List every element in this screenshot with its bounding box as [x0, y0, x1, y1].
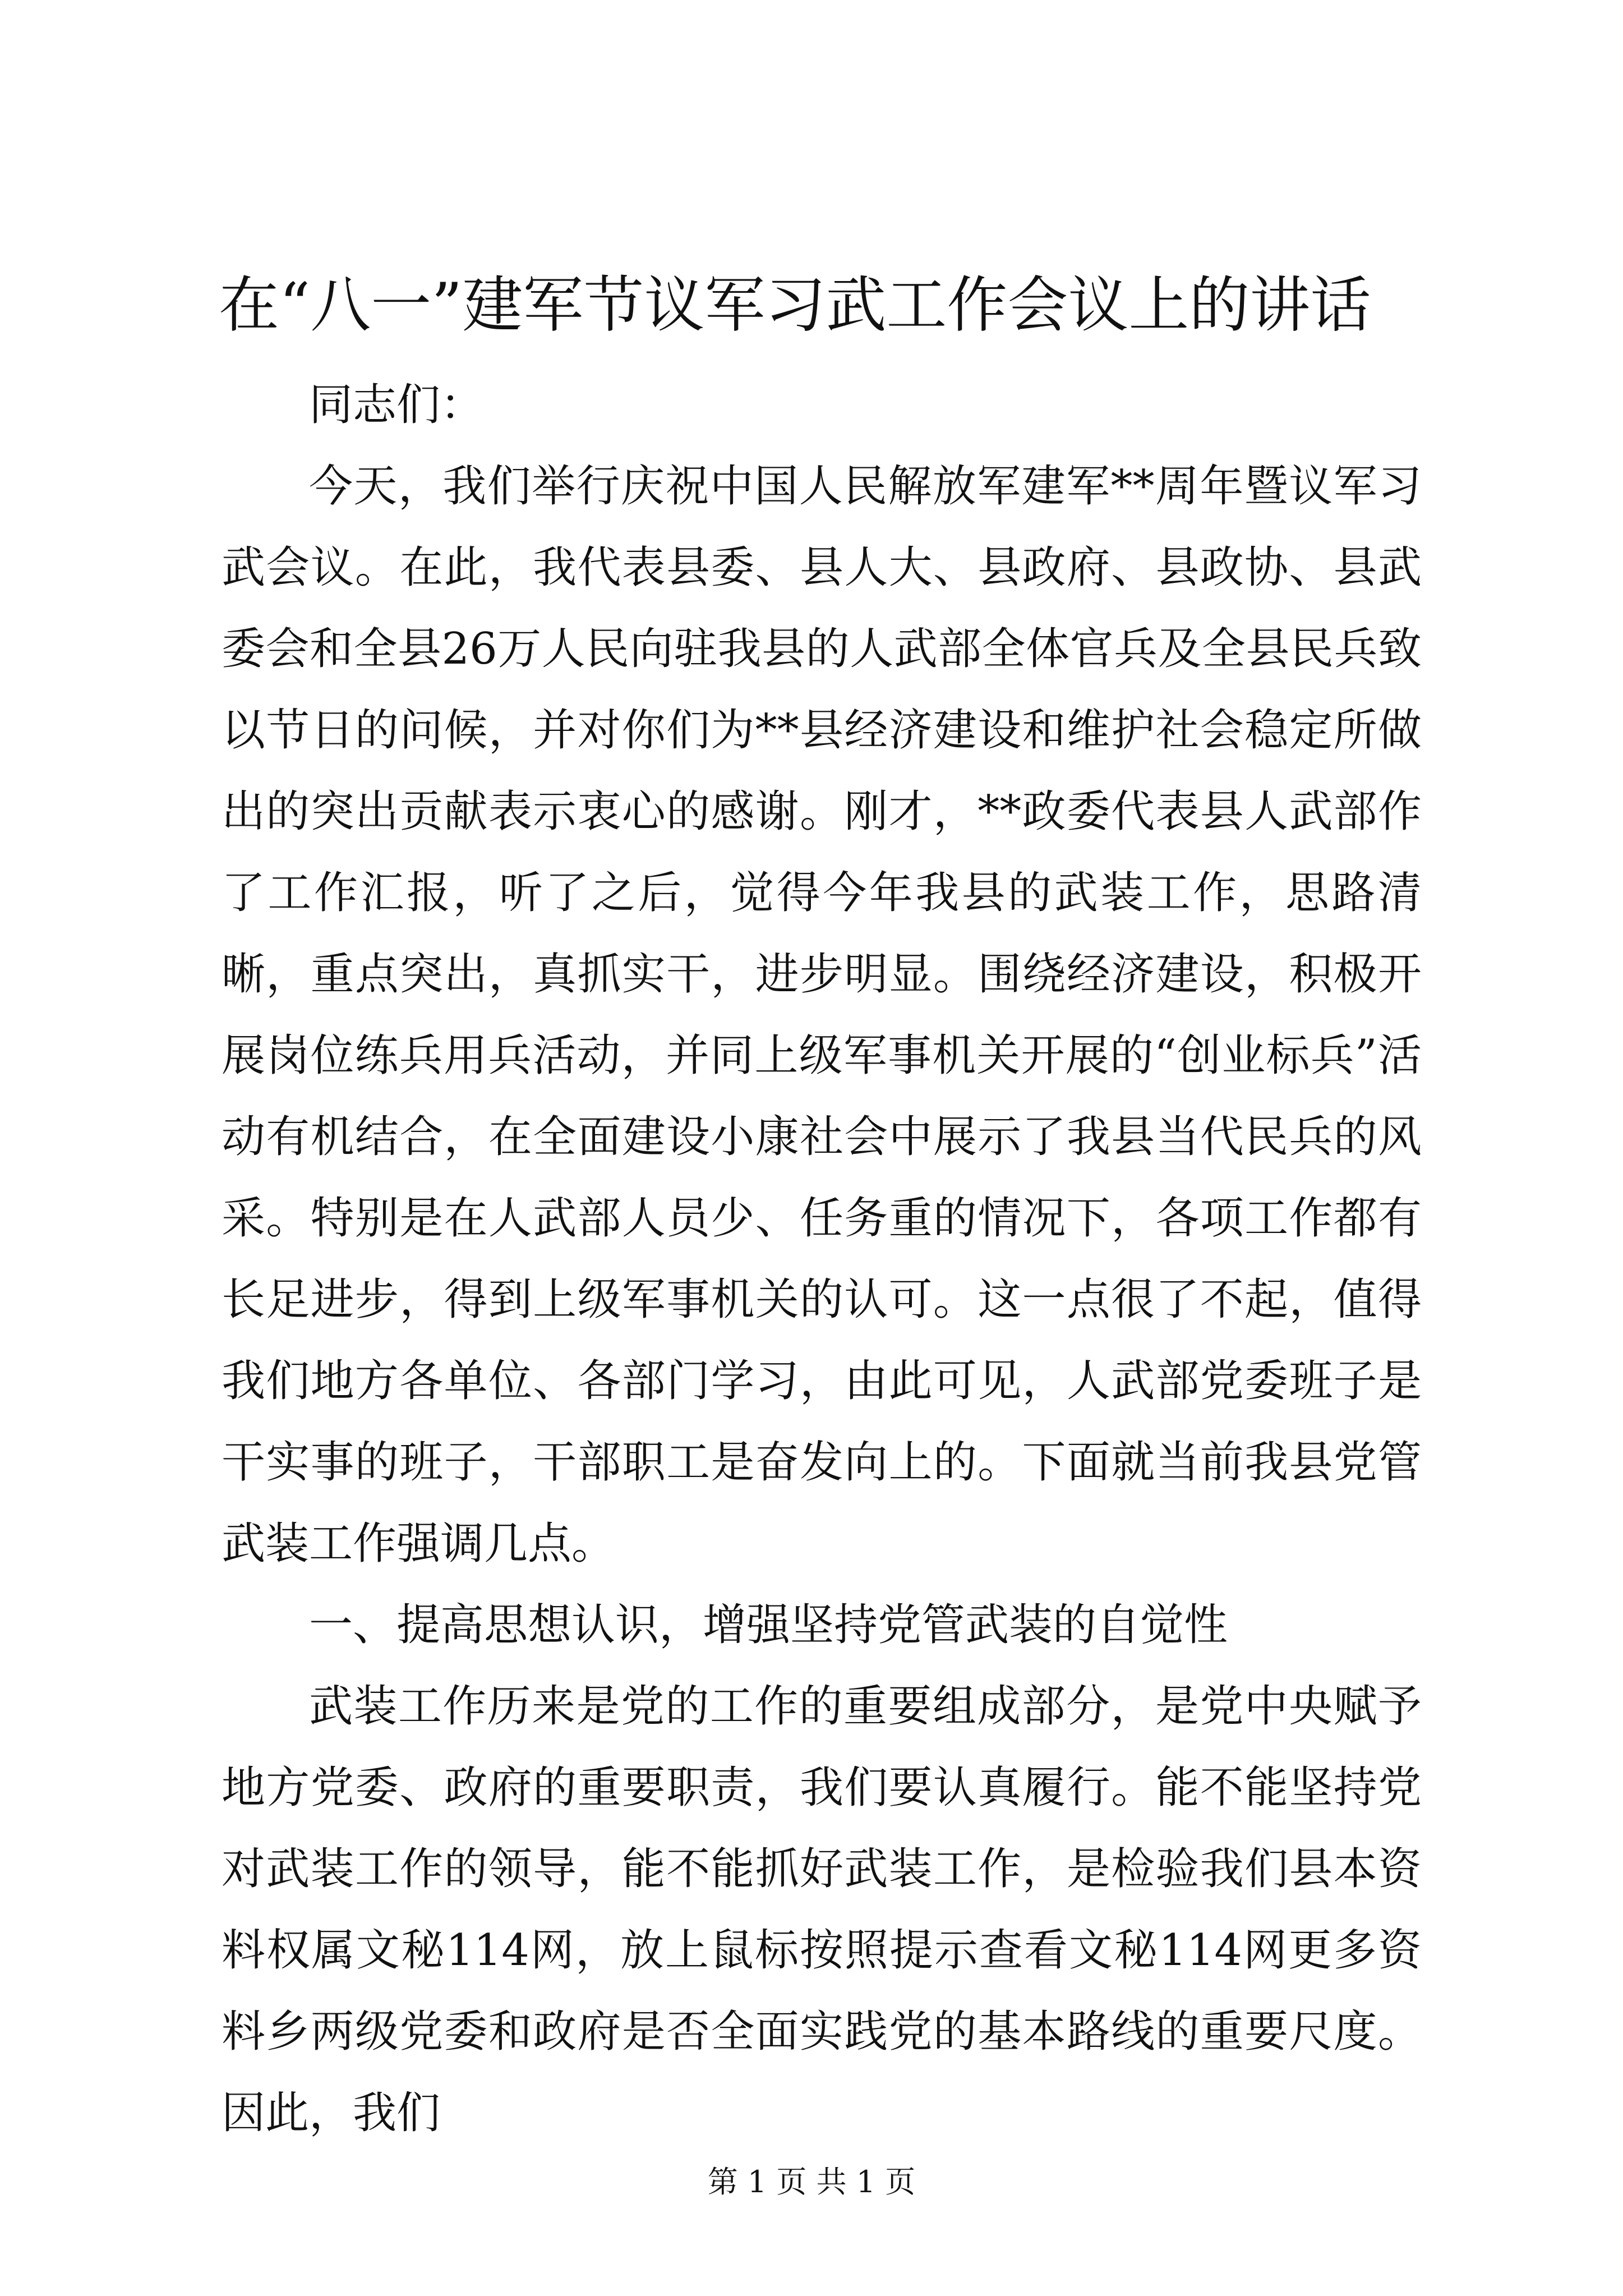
- salutation: 同志们：: [309, 380, 485, 430]
- document-body: [222, 365, 1422, 2154]
- page-footer: 第 1 页 共 1 页: [707, 2164, 916, 2200]
- document-title: 在“八一”建军节议军习武工作会议上的讲话: [219, 270, 1371, 341]
- section-heading-1: 一、提高思想认识，增强坚持党管武装的自觉性: [309, 1600, 1228, 1650]
- paragraph-1: 今天，我们举行庆祝中国人民解放军建军**周年暨议军习武会议。在此，我代表县委、县人大、县政府、县政协、县武委会和全县26万人民向驻我县的人武部全体官兵及全县民兵致以节日的问候，并对你们为**县经济建设和维护社会稳定所做出的突出贡献表示衷心的感谢。刚才，**政委代表县人武部作了工作汇报，听了之后，觉得今年我县的武装工作，思路清晰，重点突出，真抓实干，进步明显。围绕经济建设，积极开展岗位练兵用兵活动，并同上级军事机关开展的“创业标兵”活动有机结合，在全面建设小康社会中展示了我县当代民兵的风采。特别是在人武部人员少、任务重的情况下，各项工作都有长足进步，得到上级军事机关的认可。这一点很了不起，值得我们地方各单位、各部门学习，由此可见，人武部党委班子是干实事的班子，干部职工是奋发向上的。下面就当前我县党管武装工作强调几点。: [222, 461, 1422, 1569]
- paragraph-2: 武装工作历来是党的工作的重要组成部分，是党中央赋予地方党委、政府的重要职责，我们要认真履行。能不能坚持党对武装工作的领导，能不能抓好武装工作，是检验我们县本资料权属文秘114网，放上鼠标按照提示查看文秘114网更多资料乡两级党委和政府是否全面实践党的基本路线的重要尺度。因此，我们: [222, 1681, 1422, 2138]
